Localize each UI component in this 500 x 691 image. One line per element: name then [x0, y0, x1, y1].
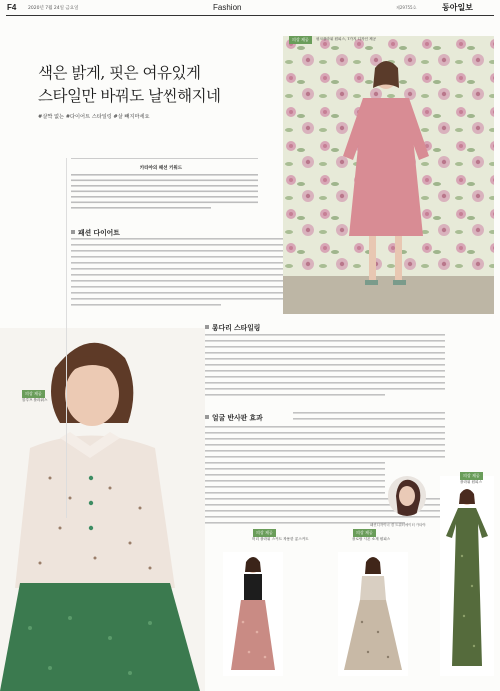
section-title-2 — [205, 322, 260, 332]
photo-green-dress-label: 의상 제공 — [460, 472, 483, 480]
photo-blouse-model — [0, 328, 205, 691]
section-2-text — [205, 334, 445, 406]
photo-designer — [388, 476, 426, 516]
header-rule — [6, 15, 494, 16]
section-1-text-lines — [71, 238, 283, 318]
headline-line-1: 색은 밝게, 핏은 여유있게 — [38, 64, 201, 82]
page-number: F4 — [7, 3, 17, 12]
issue-date: 2020년 7월 24일 금요일 — [28, 6, 79, 11]
section-title-2-text: 롱다리 스타일링 — [212, 324, 261, 332]
section-name: Fashion — [213, 3, 242, 12]
section-title-3-text: 얼굴 반사판 효과 — [212, 414, 263, 422]
section-bullet — [71, 230, 75, 234]
section-1-text — [71, 238, 283, 318]
keyword-box-title: 카타야의 패션 키워드 — [139, 166, 183, 171]
designer-caption: 패션디자이너 겸 트위터에이터 카타야 — [370, 523, 426, 527]
photo-green-dress-image — [440, 476, 494, 676]
headline — [38, 62, 288, 108]
photo-pink-dress-credit: 핑크플라워 원피스, 7가지 디자인 제공 — [316, 37, 377, 41]
intro-text-lines — [71, 174, 258, 218]
photo-green-dress-credit: 플라워 원피스 — [460, 480, 482, 484]
photo-chiffon-dress-label: 의상 제공 — [353, 529, 376, 537]
newspaper-brand: 동아일보 — [442, 2, 473, 12]
photo-chiffon-dress — [338, 552, 408, 676]
photo-blouse-credit: 블루프 플라워스 — [22, 398, 48, 402]
section-title-1-text: 패션 다이어트 — [78, 229, 120, 237]
photo-pink-dress-label: 의상 제공 — [289, 36, 312, 44]
headline-line-2: 스타일만 바꿔도 날씬해지네 — [38, 87, 221, 105]
photo-floral-skirt-label: 의상 제공 — [253, 529, 276, 537]
photo-floral-skirt — [223, 552, 283, 676]
photo-blouse-image — [0, 328, 205, 691]
photo-chiffon-dress-credit: 플로랄 시폰 소재 원피스 — [352, 537, 391, 541]
section-title-1 — [71, 227, 120, 237]
issue-code: 제29755호 — [396, 5, 417, 10]
photo-floral-skirt-credit: 머리 플라워 스커트 착용한 롱스커트 — [252, 537, 309, 541]
photo-blouse-label: 의상 제공 — [22, 390, 45, 398]
column-rule — [66, 158, 67, 518]
section-2-text-lines — [205, 334, 445, 406]
photo-designer-image — [388, 476, 426, 516]
intro-text-block — [71, 174, 258, 218]
photo-pink-dress-image — [283, 36, 494, 314]
section-bullet — [205, 325, 209, 329]
hashtags: #살짝 없는 #다이어트 스타일링 #살 빼지마세요 — [38, 114, 150, 120]
photo-chiffon-dress-image — [338, 552, 408, 676]
photo-floral-skirt-image — [223, 552, 283, 676]
photo-green-dress — [440, 476, 494, 676]
photo-pink-dress — [283, 36, 494, 314]
